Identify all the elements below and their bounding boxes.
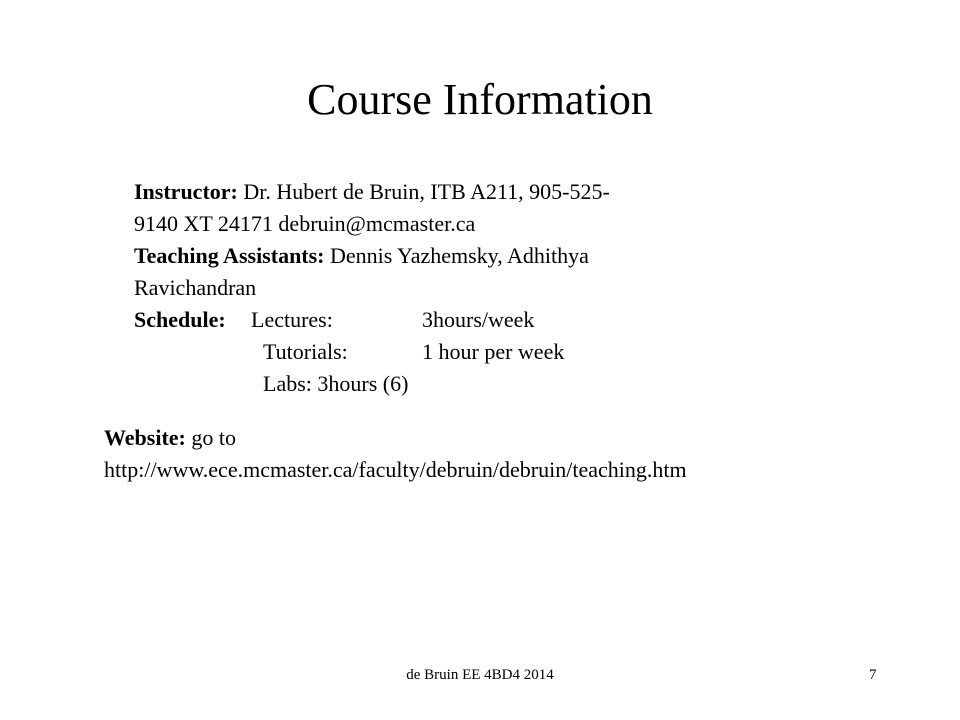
website-line-2 (104, 454, 864, 486)
website-text: go to (185, 425, 237, 450)
ta-text-2: Ravichandran (134, 275, 257, 300)
ta-line-1 (134, 240, 734, 272)
schedule-value: 1 hour per week (422, 339, 565, 364)
ta-label: Teaching Assistants: (134, 243, 325, 268)
schedule-row-tutorials (134, 336, 734, 368)
instructor-text-2: 9140 XT 24171 debruin@mcmaster.ca (134, 211, 476, 236)
schedule-row-lectures (134, 304, 734, 336)
ta-text-1: Dennis Yazhemsky, Adhithya (324, 243, 589, 268)
instructor-label: Instructor: (134, 179, 238, 204)
website-info (104, 422, 864, 486)
ta-line-2 (134, 272, 734, 304)
schedule-label: Schedule: (134, 307, 226, 332)
instructor-line-2 (134, 208, 734, 240)
page-number: 7 (869, 667, 877, 683)
website-url: http://www.ece.mcmaster.ca/faculty/debruin/debruin/teaching.htm (104, 457, 687, 482)
schedule-value: 3hours/week (422, 307, 535, 332)
schedule-row-labs (134, 368, 734, 400)
instructor-line-1 (134, 176, 734, 208)
website-label: Website: (104, 425, 186, 450)
website-line-1 (104, 422, 864, 454)
schedule-item: Labs: 3hours (6) (263, 371, 409, 396)
slide-title: Course Information (307, 75, 653, 124)
course-details (134, 176, 734, 400)
footer-text: de Bruin EE 4BD4 2014 (406, 667, 554, 683)
schedule-item: Tutorials: (263, 339, 348, 364)
instructor-text-1: Dr. Hubert de Bruin, ITB A211, 905-525- (237, 179, 610, 204)
schedule-item: Lectures: (251, 307, 333, 332)
